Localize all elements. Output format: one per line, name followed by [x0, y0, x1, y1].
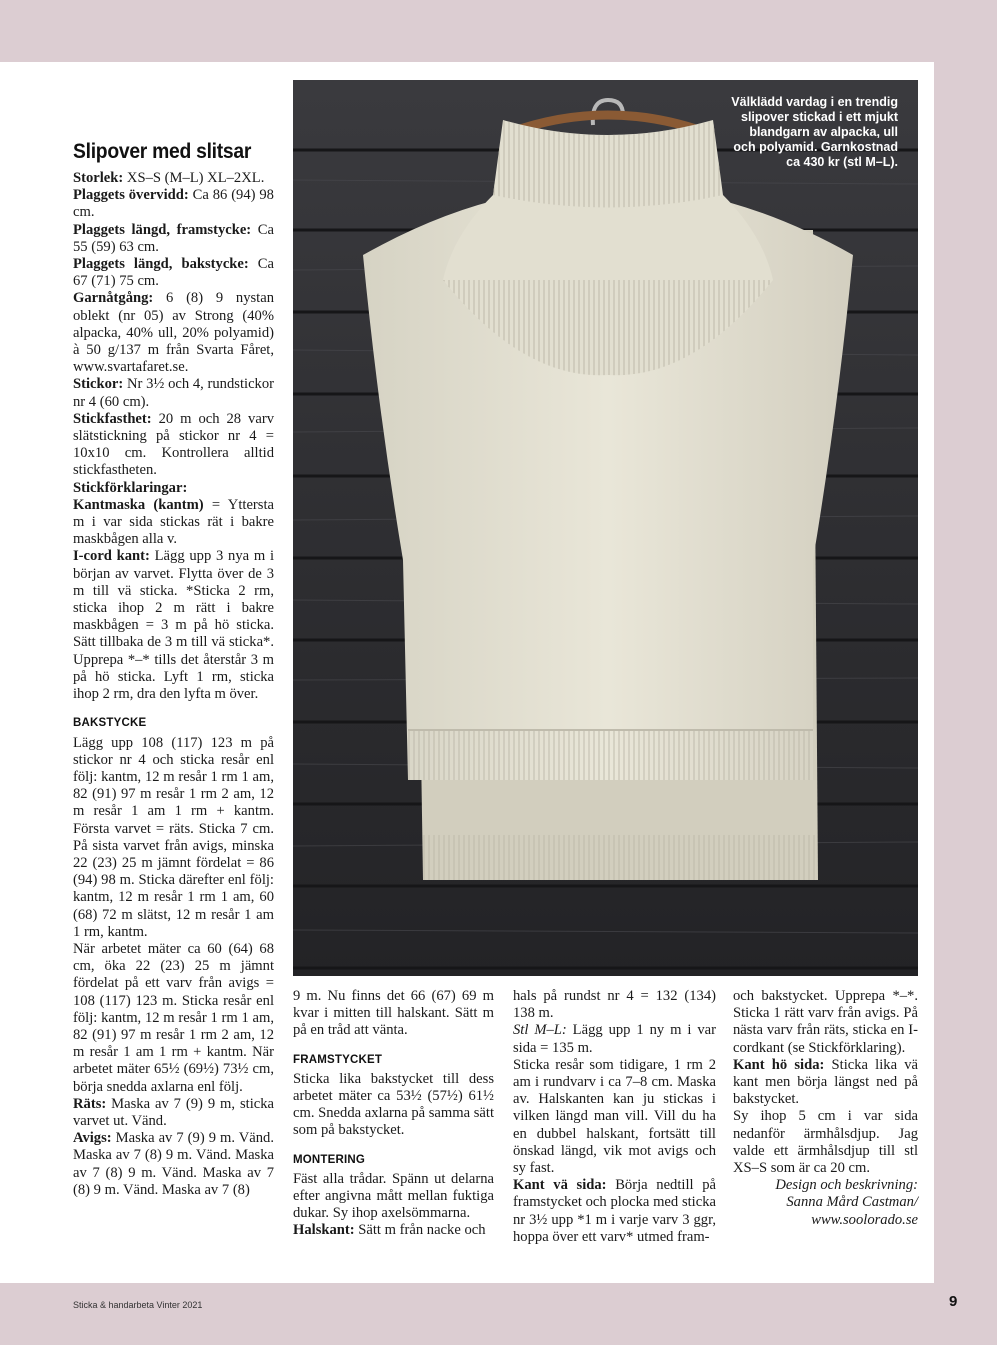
intro-text: Ca 67 (71) 75 cm. [73, 256, 274, 290]
magazine-footer: Sticka & handarbeta Vinter 2021 [73, 1300, 203, 1310]
intro-label: I-cord kant: [73, 548, 150, 565]
intro-text: Nr 3½ och 4, rundstickor nr 4 (60 cm). [73, 376, 274, 410]
column-left [73, 170, 274, 1199]
intro-paragraph [73, 548, 274, 703]
bakstycke-paragraph [73, 941, 274, 1096]
signature-line-3: www.soolorado.se [811, 1211, 918, 1228]
intro-label: Garnåtgång: [73, 290, 154, 307]
intro-text: 6 (8) 9 nystan oblekt (nr 05) av Strong (40% alpacka, 40% ull, 20% polyamid) à 50 g/137 m från Svarta Fåret, www.svartafaret.se. [73, 290, 274, 376]
kant-va-label: Kant vä sida: [513, 1177, 607, 1194]
intro-paragraph [73, 480, 274, 497]
bakstycke-label: Räts: [73, 1095, 107, 1112]
page-title: Slipover med slitsar [73, 140, 252, 163]
framstycket-text: Sticka lika bakstycket till dess arbetet mäter ca 53½ (57½) 61½ cm. Snedda axlarna på samma sätt som på bakstycket. [293, 1070, 494, 1139]
halskant-paragraph [293, 1222, 494, 1239]
bakstycke-paragraph [73, 1130, 274, 1199]
intro-label: Stickförklaringar: [73, 479, 188, 496]
intro-paragraph [73, 187, 274, 221]
page-number: 9 [949, 1293, 958, 1310]
signature-line-2: Sanna Mård Castman/ [786, 1194, 918, 1211]
bakstycke-text: Maska av 7 (9) 9 m, sticka varvet ut. Vänd. [73, 1095, 274, 1129]
col4-p2 [733, 1057, 918, 1109]
intro-label: Plaggets övervidd: [73, 187, 189, 204]
section-heading-bakstycke: BAKSTYCKE [73, 717, 147, 730]
col4-p3: Sy ihop 5 cm i var sida nedanför ärmhålsdjup. Jag valde ett ärmhålsdjup till stl XS–S som är ca 20 cm. [733, 1108, 918, 1177]
bakstycke-text: Lägg upp 108 (117) 123 m på stickor nr 4 och sticka resår enl följ: kantm, 12 m resår 1 rm 1 am, 82 (91) 97 m resår 1 rm 2 am, 12 m resår 1 am 1 rm + kantm. Första varvet = räts. Sticka 7 cm. På sista varvet från avigs, minska 22 (23) 25 m jämnt fördelat = 86 (94) 98 m. Sticka därefter enl följ: kantm, 12 m resår 1 rm 1 am, 60 (68) 72 m slätst, 12 m resår 1 am 1 rm, kantm. [73, 734, 274, 940]
intro-paragraph [73, 411, 274, 480]
bakstycke-paragraph [73, 1096, 274, 1130]
intro-paragraph [73, 256, 274, 290]
intro-label: Plaggets längd, framstycke: [73, 221, 252, 238]
intro-paragraph [73, 376, 274, 410]
size-label: Stl M–L: [513, 1022, 567, 1039]
section-heading-montering: MONTERING [293, 1153, 366, 1166]
col3-p2 [513, 1022, 716, 1056]
intro-label: Stickfasthet: [73, 410, 152, 427]
intro-label: Stickor: [73, 376, 124, 393]
col4-p2-text: Sticka lika vä kant men börja längst ned på bakstycket. [733, 1056, 918, 1108]
halskant-text: Sätt m från nacke och [354, 1222, 486, 1239]
col3-p3: Sticka resår som tidigare, 1 rm 2 am i rundvarv i ca 7–8 cm. Maska av. Halskanten kan ju stickas i vilken längd man vill. Vill du ha en dubbel halskant, fortsätt till önskad längd, vik mot avigs och sy fast. [513, 1056, 716, 1177]
intro-label: Kantmaska (kantm) [73, 496, 204, 513]
intro-text: Ca 86 (94) 98 cm. [73, 187, 274, 221]
bakstycke-paragraph [73, 735, 274, 941]
bakstycke-text: När arbetet mäter ca 60 (64) 68 cm, öka 22 (23) 25 m jämnt fördelat på ett varv från avigs = 108 (117) 123 m. Sticka resår enl följ: kantm, 12 m resår 1 rm 1 am, 82 (91) 97 m resår 1 rm 2 am, 12 m resår 1 am 1 rm + kantm. När arbetet mäter 65½ (69½) 73½ cm, börja snedda axlarna enl följ. [73, 940, 274, 1095]
intro-text: Lägg upp 3 nya m i början av varvet. Flytta över de 3 m till vä sticka. *Sticka 2 rm, sticka ihop 2 m rätt i bakre maskbågen = 3 m på hö sticka. Sätt tillbaka de 3 m till vä sticka*. Upprepa *–* tills det återstår 3 m på hö sticka. Lyft 1 rm, sticka ihop 2 rm, dra den lyfta m över. [73, 548, 274, 703]
col2-lead: 9 m. Nu finns det 66 (67) 69 m kvar i mitten till halskant. Sätt m på en tråd att vänta. [293, 988, 494, 1039]
halskant-label: Halskant: [293, 1222, 355, 1239]
intro-paragraph [73, 497, 274, 549]
intro-paragraph [73, 170, 274, 187]
col3-p2-text: Lägg upp 1 ny m i var sida = 135 m. [513, 1022, 716, 1056]
intro-text: = Yttersta m i var sida stickas rät i bakre maskbågen alla v. [73, 496, 275, 548]
column-2 [293, 988, 494, 1240]
col3-p1: hals på rundst nr 4 = 132 (134) 138 m. [513, 988, 716, 1022]
intro-paragraph [73, 222, 274, 256]
intro-text: Ca 55 (59) 63 cm. [73, 221, 274, 255]
montering-text: Fäst alla trådar. Spänn ut delarna efter angivna mått mellan fuktiga dukar. Sy ihop axelsömmarna. [293, 1170, 494, 1222]
intro-text: XS–S (M–L) XL–2XL. [123, 170, 265, 186]
kant-ho-label: Kant hö sida: [733, 1056, 825, 1073]
signature-line-1: Design och beskrivning: [775, 1177, 918, 1194]
col3-p4 [513, 1177, 716, 1246]
knitted-slipover-illustration [293, 80, 918, 976]
col3-p4-text: Börja nedtill på framstycket och plocka med sticka nr 3½ upp *1 m i varje varv 3 ggr, hoppa över ett varv* utmed fram- [513, 1177, 716, 1245]
intro-block [73, 170, 274, 703]
intro-text: 20 m och 28 varv slätstickning på stickor nr 4 = 10x10 cm. Kontrollera alltid stickfastheten. [73, 410, 274, 479]
col4-p1: och bakstycket. Upprepa *–*. Sticka 1 rätt varv från avigs. På nästa varv från räts, sticka en I-cordkant (se Stickförklaring). [733, 988, 918, 1056]
intro-label: Plaggets längd, bakstycke: [73, 256, 249, 273]
intro-label: Storlek: [73, 170, 124, 186]
sweater-photo [293, 80, 918, 976]
column-4 [733, 988, 918, 1229]
column-3 [513, 988, 716, 1246]
bakstycke-block [73, 735, 274, 1199]
bakstycke-text: Maska av 7 (9) 9 m. Vänd. Maska av 7 (8) 9 m. Vänd. Maska av 7 (8) 9 m. Vänd. Maska av 7 (8) 9 m. Vänd. Maska av 7 (8) [73, 1130, 274, 1198]
bakstycke-label: Avigs: [73, 1130, 112, 1147]
photo-caption: Välklädd vardag i en trendig slipover stickad i ett mjukt blandgarn av alpacka, ull och polyamid. Garnkostnad ca 430 kr (stl M–L). [731, 95, 898, 169]
section-heading-framstycket: FRAMSTYCKET [293, 1053, 383, 1066]
intro-paragraph [73, 290, 274, 376]
